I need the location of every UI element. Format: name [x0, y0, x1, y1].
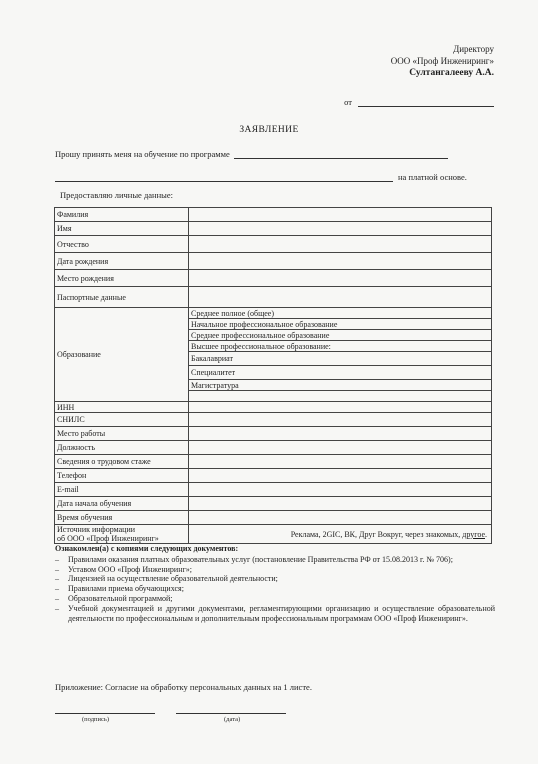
list-item: – Учебной документацией и другими документами, регламентирующими организацию и осуществление образовательной деятельности по профессиональным и дополнительным профессиональным программам ООО «Проф Инжениринг». — [55, 603, 495, 623]
table-row — [55, 469, 492, 483]
experience-label: Сведения о трудовом стаже — [55, 455, 189, 469]
from-field — [344, 97, 494, 107]
list-item: – Правилами оказания платных образовательных услуг (постановление Правительства РФ от 15.08.2013 г. № 706); — [55, 554, 453, 564]
table-row — [55, 287, 492, 308]
signature-caption: (подпись) — [82, 716, 109, 723]
education-option[interactable]: Бакалавриат — [189, 352, 492, 366]
patronymic-label: Отчество — [55, 236, 189, 253]
table-row — [55, 511, 492, 525]
document-title: ЗАЯВЛЕНИЕ — [239, 125, 299, 135]
table-row — [55, 483, 492, 497]
passport-label: Паспортные данные — [55, 287, 189, 308]
list-item: – Уставом ООО «Проф Инжениринг»; — [55, 564, 192, 574]
education-option[interactable]: Среднее полное (общее) — [189, 308, 492, 319]
signature-line[interactable] — [55, 705, 155, 714]
table-row — [55, 236, 492, 253]
position-field[interactable] — [189, 441, 492, 455]
education-option[interactable]: Специалитет — [189, 366, 492, 380]
education-option[interactable]: Среднее профессиональное образование — [189, 330, 492, 341]
list-item: – Правилами приема обучающихся; — [55, 584, 184, 594]
request-line-1 — [55, 149, 448, 159]
table-row — [55, 497, 492, 511]
source-field[interactable] — [189, 525, 492, 544]
source-label — [55, 525, 189, 544]
education-label: Образование — [55, 308, 189, 402]
addressee-company: ООО «Проф Инжениринг» — [390, 56, 494, 66]
source-label-line-2: об ООО «Проф Инжениринг» — [57, 534, 159, 543]
education-option[interactable]: Высшее профессиональное образование: — [189, 341, 492, 352]
name-field[interactable] — [189, 222, 492, 236]
source-label-line-1: Источник информации — [57, 525, 136, 534]
phone-label: Телефон — [55, 469, 189, 483]
start-date-field[interactable] — [189, 497, 492, 511]
list-item: – Лицензией на осуществление образовательной деятельности; — [55, 574, 278, 584]
source-options-text: Реклама, 2GIC, ВК, Друг Вокруг, через знакомых, — [290, 529, 463, 539]
education-option[interactable]: Начальное профессиональное образование — [189, 319, 492, 330]
from-blank-line[interactable] — [358, 97, 494, 107]
phone-field[interactable] — [189, 469, 492, 483]
program-blank-line-2[interactable] — [55, 172, 393, 182]
date-caption: (дата) — [224, 716, 241, 723]
passport-field[interactable] — [189, 287, 492, 308]
table-row — [55, 222, 492, 236]
table-row — [55, 253, 492, 270]
birth-date-field[interactable] — [189, 253, 492, 270]
program-blank-line[interactable] — [234, 149, 448, 159]
source-option-other[interactable]: другое — [462, 529, 485, 539]
table-row — [55, 525, 492, 544]
study-time-field[interactable] — [189, 511, 492, 525]
workplace-label: Место работы — [55, 427, 189, 441]
table-row — [55, 427, 492, 441]
table-row — [55, 270, 492, 287]
experience-field[interactable] — [189, 455, 492, 469]
personal-data-label: Предоставляю личные данные: — [60, 190, 173, 200]
table-row — [55, 455, 492, 469]
birth-date-label: Дата рождения — [55, 253, 189, 270]
snils-label: СНИЛС — [55, 413, 189, 427]
inn-label: ИНН — [55, 402, 189, 413]
paid-basis-text: на платной основе. — [398, 172, 467, 182]
list-item: – Образовательной программой; — [55, 593, 173, 603]
education-option[interactable]: Магистратура — [189, 380, 492, 391]
table-row — [55, 413, 492, 427]
table-row — [55, 208, 492, 222]
table-row — [55, 441, 492, 455]
position-label: Должность — [55, 441, 189, 455]
from-label: от — [344, 97, 352, 107]
acknowledgement-heading: Ознакомлен(а) с копиями следующих документов: — [55, 544, 239, 553]
appendix-note: Приложение: Согласие на обработку персональных данных на 1 листе. — [55, 682, 312, 692]
table-row — [55, 308, 492, 319]
request-text: Прошу принять меня на обучение по программе — [55, 149, 230, 159]
acknowledgement-list — [55, 555, 495, 624]
personal-data-table — [54, 207, 492, 544]
education-extra-field[interactable] — [189, 391, 492, 402]
request-line-2 — [55, 172, 467, 182]
surname-field[interactable] — [189, 208, 492, 222]
acknowledgement-block — [55, 544, 495, 623]
date-line[interactable] — [176, 705, 286, 714]
start-date-label: Дата начала обучения — [55, 497, 189, 511]
snils-field[interactable] — [189, 413, 492, 427]
addressee-title: Директору — [453, 44, 494, 54]
table-row — [55, 402, 492, 413]
source-options-end: . — [485, 529, 487, 539]
surname-label: Фамилия — [55, 208, 189, 222]
email-label: E-mail — [55, 483, 189, 497]
inn-field[interactable] — [189, 402, 492, 413]
name-label: Имя — [55, 222, 189, 236]
addressee-name: Султангалееву А.А. — [409, 68, 494, 78]
birth-place-label: Место рождения — [55, 270, 189, 287]
study-time-label: Время обучения — [55, 511, 189, 525]
birth-place-field[interactable] — [189, 270, 492, 287]
patronymic-field[interactable] — [189, 236, 492, 253]
email-field[interactable] — [189, 483, 492, 497]
workplace-field[interactable] — [189, 427, 492, 441]
addressee-block — [391, 43, 494, 79]
